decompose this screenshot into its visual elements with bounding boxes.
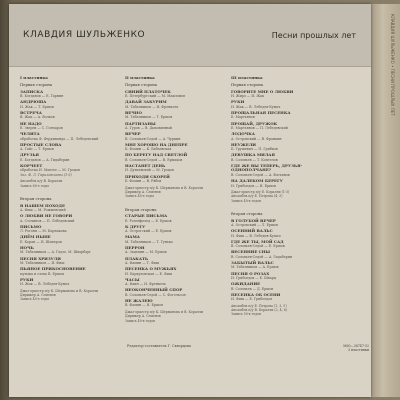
track-title: ЧЕЛИТА (20, 131, 40, 137)
track-title: НЕ НАДО (20, 120, 42, 126)
track-item (125, 278, 229, 287)
track-item (125, 122, 229, 131)
track-credit: М. Табачников — Т. Ершов (125, 115, 173, 120)
track-credit: Е. Коран — И. Шиперов (20, 239, 62, 244)
track-item (231, 122, 335, 131)
track-credit: А. Фаин — И. Френкель (125, 282, 166, 287)
track-title: РУКИ (20, 276, 34, 282)
track-credit: В. Фамин — И. Ершов (125, 303, 163, 308)
track-credit: А. Сточинов — П. Лебедевский (20, 218, 75, 223)
track-title: ДАВАЙ ЗАКУРИМ (125, 99, 167, 105)
track-credit: А. Островский — В. Франкин (231, 136, 282, 141)
track-title: В ГОЛУБОЙ ВЕЧЕР (231, 217, 276, 223)
track-item (231, 261, 335, 270)
track-credit: И. Грибоедов — И. Ершов (231, 183, 277, 188)
track-credit: И. Жак — Т. Ершов (20, 104, 54, 109)
track-title: ОЖИДАНИЕ (231, 281, 261, 287)
track-title: НА ДАЛЕКОМ БЕРЕГУ (231, 178, 283, 184)
track-item (20, 122, 124, 131)
disc-column-2 (125, 76, 229, 376)
track-title: ДРУЗЬЯ (20, 152, 39, 158)
track-title: ВЕСЕННИЕ СНЫ (231, 249, 271, 255)
track-credit: В. Соловьев — Т. Коптелов (231, 157, 278, 162)
track-item (125, 225, 229, 234)
track-credit: М. Табачников — А. Ершов (231, 265, 279, 270)
track-title: ЛОДОЧКА (231, 131, 255, 137)
track-item (231, 240, 335, 249)
track-item (20, 278, 124, 287)
track-title: НОЧЬ (20, 244, 34, 250)
track-item (125, 175, 229, 184)
track-item (125, 235, 229, 244)
track-title: ПЕСНЯ ХРИЗУЛИ (20, 255, 61, 261)
track-item (125, 246, 229, 255)
track-item (20, 214, 124, 223)
track-item (125, 143, 229, 152)
track-item (125, 153, 229, 162)
track-credit: обработка И. Махтее — М. Гроцов (20, 168, 80, 173)
track-item (231, 90, 335, 99)
track-title: ПЛАКАТЬ (125, 255, 149, 261)
track-item (125, 267, 229, 276)
track-title: ГДЕ ЖЕ ВЫ ТЕПЕРЬ, ДРУЗЬЯ-ОДНОПОЛЧАНЕ? (231, 163, 303, 173)
side-notes: Ансамбль п/у Е. Петрова (1, 3, 5) Ансамбль п/у В. Коралли (2, 4, 6) Запись 50-х годов (231, 303, 287, 317)
track-title: ПО БЕРЕГУ НАД СВЕТЛОЙ (125, 152, 188, 158)
track-title: СИНИЙ ПЛАТОЧЕК (125, 88, 171, 94)
track-item (20, 235, 124, 244)
track-item (20, 143, 124, 152)
track-item (20, 153, 124, 162)
track-title: ВЕЧНО (125, 110, 142, 116)
track-credit: В. Соловьев-Седой — С. Фогельсон (125, 292, 186, 297)
track-item (125, 100, 229, 109)
track-title: НЕ ЖАЛЕЮ (125, 298, 153, 303)
track-item (231, 282, 335, 291)
track-extra: Зал. Ф. Л. Гараловсконы (1-5) (20, 172, 72, 177)
track-item (20, 90, 124, 99)
track-title: ВЕЧЕР (125, 131, 141, 137)
track-credit: А. Островский — Л. Ершов (231, 222, 278, 227)
side-title: Вторая сторона (20, 196, 52, 202)
track-credit: музыка и слова В. Ершов (20, 271, 64, 276)
header-band (9, 4, 371, 67)
track-credit: А. Острогский — Е. Ершов (125, 229, 172, 234)
side-notes: Ансамбль п/у В. Коралли Запись 80-е годы (20, 179, 63, 188)
track-item (231, 250, 335, 259)
spine-text: КЛАВДИЯ ШУЛЬЖЕНКО • ПЕСНИ ПРОШЛЫХ ЛЕТ (390, 14, 395, 116)
side-title: Первая сторона (20, 82, 53, 88)
track-title: РУКИ (231, 99, 245, 105)
track-item (231, 219, 335, 228)
track-item (125, 288, 229, 297)
track-title: СТАРЫЕ ПИСЬМА (125, 213, 168, 219)
track-item (231, 179, 335, 188)
track-credit: Б. Фомин — К. Бабаевская (125, 147, 172, 152)
track-item (231, 111, 335, 120)
side-title: Вторая сторона (231, 211, 263, 217)
track-credit: Е. Зверев — С. Гончаров (20, 126, 63, 131)
track-credit: Е. Мартьянов (231, 115, 255, 120)
side-title: Первая сторона (231, 82, 264, 88)
track-credit: И. Грибоедов — Е. Шварц (231, 275, 276, 280)
track-item (20, 225, 124, 234)
track-credit: В. Соловьев-Седой — А. Чуркин (125, 136, 181, 141)
track-credit: А. Фамин — Т. Фиш (125, 260, 159, 265)
disc-label: II пластинка (125, 75, 155, 80)
track-title: КОРЧЕЕТ (20, 163, 43, 169)
track-credit: В. Богданов — Е. Гарнин (20, 94, 64, 99)
track-item (231, 272, 335, 281)
track-item (20, 246, 124, 255)
album-back-sheet (9, 4, 371, 397)
track-credit: В. Жак — А. Волков (20, 115, 55, 120)
track-credit: И. Жак — В. Лебедев-Кумач (20, 282, 70, 287)
track-credit: В. Соловьев-Седой — В. Ермаков (125, 157, 183, 162)
track-item (125, 299, 229, 308)
track-title: НАСТАНЕТ ДЕНЬ (125, 163, 166, 169)
track-item (125, 164, 229, 173)
track-item (231, 153, 335, 162)
track-item (231, 164, 335, 177)
track-title: ЧАСЫ (125, 276, 140, 282)
track-title: ПЕСНЯ О РОЗАХ (231, 270, 270, 276)
side-notes: Джаз-оркестр п/у Е. Коралли (1-3) Ансамбль п/у Е. Петрова (4, 5) Запись 40-х годов (231, 189, 290, 203)
track-credit: Е. Мартьянов — П. Лебедевский (231, 126, 288, 131)
track-credit: обработка Ф. Фердинанда — П. Лебедевский (20, 136, 99, 141)
track-title: ПИСЬМО (20, 223, 42, 229)
side-notes: Джаз-оркестр п/у К. Шерманова и В. Коралли Дирижер А. Семенов Запись 40-е годы (20, 288, 98, 302)
track-title: ОСЕННИЙ ВАЛЬС (231, 228, 273, 234)
track-credit: И. Дунаевский — М. Гроцов (125, 168, 174, 173)
track-item (20, 267, 124, 276)
track-title: ГДЕ ЖЕ ТЫ, МОЙ САД (231, 238, 284, 244)
track-item (231, 100, 335, 109)
track-title: ПРОЩАЛЬНАЯ ПЕСЕНКА (231, 110, 291, 116)
track-credit: Е. Богданов — А. Гидаберин (20, 157, 70, 162)
track-title: К ДРУГУ (125, 223, 146, 229)
disc-label: I пластинка (20, 75, 48, 80)
track-credit: В. Соловьев-Седой — Е. Ершов (231, 244, 285, 249)
track-item (20, 204, 124, 213)
track-item (125, 257, 229, 266)
track-title: ДЕВУШКА МИЛАЯ (231, 152, 275, 158)
track-title: ПАРТИЗАНЫ (125, 120, 156, 126)
track-item (125, 132, 229, 141)
track-credit: Н. Бархуловская — Е. Фиш (125, 271, 173, 276)
track-item (20, 111, 124, 120)
track-credit: В. Соловьев — Д. Ершов (231, 286, 274, 291)
catalog-number: М60—38747-52 3 пластинки (343, 344, 369, 353)
track-credit: В. Соловьев-Седой — А. Гидаберин (231, 254, 293, 259)
track-credit: А. Зацепин — М. Ершов (125, 250, 167, 255)
track-title: ВСТРЕЧА (20, 110, 42, 116)
side-title: Первая сторона (125, 82, 158, 88)
track-title: ПЬЯНОЕ ПРИКОСНОВЕНИЕ (20, 266, 86, 272)
track-credit: И. Фиш — Е. Грибоедов (231, 297, 273, 302)
track-title: В НАШЕМ ПОХОДЕ (20, 202, 65, 208)
track-item (125, 90, 229, 99)
disc-column-1 (20, 76, 124, 376)
track-credit: М. Табачников — И. Фиш (20, 260, 65, 265)
track-title: НЕОКОНЧЕННЫЙ СПОР (125, 287, 183, 293)
track-title: ПЕСЕНКА О МУЖЬЯХ (125, 266, 177, 272)
track-title: ПРОЩАЙ, ДРУЖОК (231, 120, 278, 126)
track-item (231, 229, 335, 238)
track-title: МНЕ ХОРОШО НА ДНЕПРЕ (125, 141, 188, 147)
track-item (20, 257, 124, 266)
track-title: МАМА (125, 234, 140, 240)
disc-column-3 (231, 76, 335, 376)
sleeve-edge (371, 4, 400, 397)
track-credit: Б. Фомин — В. Рябов (125, 179, 162, 184)
track-credit: М. Табачников — А. Гадзе, М. Шварбарг (20, 250, 92, 255)
track-item (231, 143, 335, 152)
track-title: АНДРЮША (20, 99, 47, 105)
track-item (20, 100, 124, 109)
track-credit: А. Фиш — М. Рожменский (20, 207, 66, 212)
side-notes: Джаз-оркестр п/у К. Шерманова и В. Коралли Дирижер А. Семенов Запись 40-х годов (125, 309, 203, 323)
track-item (20, 164, 124, 177)
track-credit: Е. Розенфельд — Е. Ершов (125, 218, 172, 223)
track-item (125, 111, 229, 120)
side-title: Вторая сторона (125, 206, 157, 212)
track-title: ПРОСТЫЕ СЛОВА (20, 141, 62, 147)
album-title: Песни прошлых лет (271, 31, 356, 40)
track-credit: В. Соловьев-Седой — А. Фатьянов (231, 172, 290, 177)
track-title: ПЕРРОН (125, 244, 145, 250)
track-title: ДНЁМ НЫНЕ (20, 234, 51, 240)
track-title: ПЕСЕНКА ОБ ОСЕНИ (231, 291, 281, 297)
track-credit: М. Табачников — Т. Гунько (125, 239, 173, 244)
track-title: ЗАПИСКА (20, 88, 44, 94)
track-title: ГОВОРИТЕ МНЕ О ЛЮБВИ (231, 88, 294, 94)
track-title: НЕУЖЕЛИ (231, 141, 256, 147)
track-item (125, 214, 229, 223)
editor-credit: Редактор-составитель Г. Скворцова (127, 344, 192, 348)
track-item (20, 132, 124, 141)
track-credit: Е. Петербургский — М. Максимов (125, 94, 185, 99)
track-credit: М. Табачников — И. Френкель (125, 104, 179, 109)
track-credit: И. Фиш — В. Лебедев-Кумач (231, 233, 281, 238)
side-notes: Джаз-оркестр п/у К. Шерманова и В. Коралли Дирижер А. Семенов Запись 40-е годы (125, 185, 203, 199)
track-credit: Л. Рогоня — М. Карнакова (20, 229, 67, 234)
track-credit: А. Гуров — В. Дыховичный (125, 126, 172, 131)
track-credit: А. Гайс — Т. Ершов (20, 147, 54, 152)
track-title: ЗАБЫТЫЙ ВАЛЬС (231, 259, 274, 265)
track-item (231, 132, 335, 141)
artist-name: КЛАВДИЯ ШУЛЬЖЕНКО (23, 30, 146, 40)
disc-label: III пластинка (231, 75, 263, 80)
track-credit: Б. Грушевич — П. Грибков (231, 147, 278, 152)
track-title: О ЛЮБВИ НЕ ГОВОРИ (20, 213, 73, 219)
track-item (231, 293, 335, 302)
track-credit: Н. Жиро — И. Жак (231, 94, 265, 99)
track-credit: И. Жак — В. Лебедев-Кумач (231, 104, 281, 109)
track-title: ПРИХОДИ СКОРЕЙ (125, 173, 170, 179)
